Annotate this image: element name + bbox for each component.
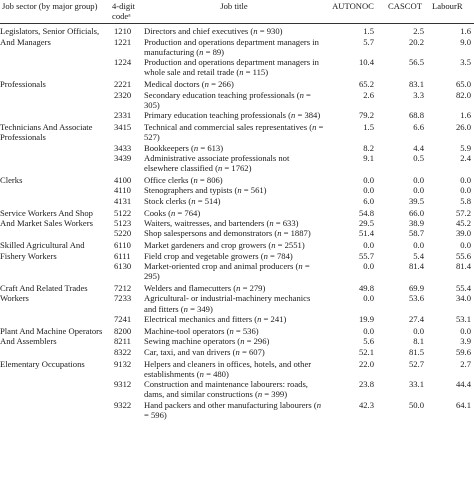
cascot-cell: 4.4 [413, 142, 424, 153]
labourr-cell: 55.6 [455, 250, 471, 261]
table-row [0, 238, 474, 250]
cascot-cell: 83.1 [408, 79, 424, 90]
code-cell: 9312 [114, 379, 132, 390]
job-title-cell: Field crop and vegetable growers (n = 784) [144, 250, 293, 261]
job-title-cell: Secondary education teaching professionals (n = 305) [144, 89, 311, 110]
labourr-cell: 0.0 [460, 326, 471, 337]
job-title-cell: Production and operations department managers in whole sale and retail trade (n = 115) [144, 57, 319, 78]
cascot-cell: 39.5 [408, 195, 424, 206]
labourr-cell: 1.6 [460, 26, 471, 37]
autonoc-cell: 29.5 [358, 218, 374, 229]
job-title-cell: Construction and maintenance labourers: roads, dams, and similar constructions (n = 399) [144, 379, 308, 400]
table-header-row [0, 0, 474, 24]
code-cell: 6111 [114, 250, 131, 261]
autonoc-cell: 9.1 [363, 152, 374, 163]
labourr-cell: 65.0 [455, 79, 471, 90]
code-cell: 3439 [114, 152, 132, 163]
autonoc-cell: 6.0 [363, 195, 374, 206]
labourr-cell: 5.8 [460, 195, 471, 206]
header-labourr: LabourR [432, 1, 463, 11]
autonoc-cell: 54.8 [358, 207, 374, 218]
table-row [0, 77, 474, 89]
job-title-cell: Medical doctors (n = 266) [144, 79, 234, 90]
labourr-cell: 64.1 [455, 399, 471, 410]
labourr-cell: 3.9 [460, 336, 471, 347]
header-code: 4-digit codeᵃ [112, 1, 135, 22]
code-cell: 8211 [114, 336, 131, 347]
autonoc-cell: 49.8 [358, 283, 374, 294]
code-cell: 1210 [114, 26, 132, 37]
job-title-cell: Agricultural- or industrial-machinery mechanics and fitters (n = 349) [144, 293, 311, 314]
cascot-cell: 0.0 [413, 326, 424, 337]
sector-cell: Elementary Occupations [0, 358, 85, 369]
autonoc-cell: 42.3 [358, 399, 374, 410]
labourr-cell: 2.7 [460, 358, 471, 369]
cascot-cell: 66.0 [408, 207, 424, 218]
header-autonoc: AUTONOC [332, 1, 374, 11]
cascot-cell: 38.9 [408, 218, 424, 229]
autonoc-cell: 0.0 [363, 175, 374, 186]
labourr-cell: 5.9 [460, 142, 471, 153]
labourr-cell: 3.5 [460, 57, 471, 68]
code-cell: 2320 [114, 89, 132, 100]
sector-cell: Plant And Machine Operators And Assemblers [0, 326, 103, 347]
autonoc-cell: 5.7 [363, 36, 374, 47]
table-row [0, 357, 474, 379]
cascot-cell: 56.5 [408, 57, 424, 68]
code-cell: 2331 [114, 110, 132, 121]
labourr-cell: 59.6 [455, 346, 471, 357]
cascot-cell: 2.5 [413, 26, 424, 37]
autonoc-cell: 1.5 [363, 26, 374, 37]
sector-cell: Skilled Agricultural And Fishery Workers [0, 240, 85, 261]
code-cell: 6130 [114, 260, 132, 271]
labourr-cell: 39.0 [455, 228, 471, 239]
autonoc-cell: 8.2 [363, 142, 374, 153]
autonoc-cell: 0.0 [363, 260, 374, 271]
table-row [0, 173, 474, 185]
cascot-cell: 58.7 [408, 228, 424, 239]
job-title-cell: Primary education teaching professionals (n = 384) [144, 110, 321, 121]
job-title-cell: Machine-tool operators (n = 536) [144, 326, 259, 337]
job-title-cell: Office clerks (n = 806) [144, 175, 223, 186]
job-title-cell: Helpers and cleaners in offices, hotels, and other establishments (n = 480) [144, 358, 312, 379]
labourr-cell: 34.0 [455, 293, 471, 304]
job-title-cell: Production and operations department managers in manufacturing (n = 89) [144, 36, 319, 57]
code-cell: 9322 [114, 399, 132, 410]
job-title-cell: Administrative associate professionals not elsewhere classified (n = 1762) [144, 152, 290, 174]
labourr-cell: 2.4 [460, 152, 471, 163]
code-cell: 4110 [114, 185, 131, 196]
autonoc-cell: 2.6 [363, 89, 374, 100]
header-sector: Job sector (by major group) [2, 1, 98, 11]
code-cell: 3433 [114, 142, 132, 153]
cascot-cell: 50.0 [408, 399, 424, 410]
autonoc-cell: 79.2 [358, 110, 374, 121]
autonoc-cell: 65.2 [358, 79, 374, 90]
cascot-cell: 81.5 [408, 346, 424, 357]
cascot-cell: 0.0 [413, 175, 424, 186]
labourr-cell: 57.2 [455, 207, 471, 218]
autonoc-cell: 1.5 [363, 122, 374, 133]
job-title-cell: Welders and flamecutters (n = 279) [144, 283, 266, 294]
code-cell: 8200 [114, 326, 132, 337]
job-title-cell: Car, taxi, and van drivers (n = 607) [144, 346, 265, 357]
labourr-cell: 81.4 [455, 260, 471, 271]
labourr-cell: 1.6 [460, 110, 471, 121]
cascot-cell: 53.6 [408, 293, 424, 304]
job-title-cell: Technical and commercial sales representatives (n = 527) [144, 122, 324, 143]
autonoc-cell: 0.0 [363, 185, 374, 196]
autonoc-cell: 55.7 [358, 250, 374, 261]
table-row [0, 206, 474, 218]
autonoc-cell: 5.6 [363, 336, 374, 347]
autonoc-cell: 19.9 [358, 313, 374, 324]
cascot-cell: 33.1 [408, 379, 424, 390]
cascot-cell: 0.0 [413, 185, 424, 196]
header-job-title: Job title [220, 1, 248, 11]
labourr-cell: 0.0 [460, 185, 471, 196]
cascot-cell: 81.4 [408, 260, 424, 271]
labourr-cell: 0.0 [460, 175, 471, 186]
code-cell: 3415 [114, 122, 132, 133]
code-cell: 8322 [114, 346, 132, 357]
job-title-cell: Market-oriented crop and animal producers (n = 295) [144, 260, 310, 282]
table-row [0, 24, 474, 37]
code-cell: 2221 [114, 79, 132, 90]
code-cell: 5122 [114, 207, 132, 218]
code-cell: 9132 [114, 358, 132, 369]
cascot-cell: 6.6 [413, 122, 424, 133]
job-title-cell: Cooks (n = 764) [144, 207, 201, 218]
job-title-cell: Shop salespersons and demonstrators (n = 1887) [144, 228, 311, 239]
code-cell: 5123 [114, 218, 132, 229]
job-title-cell: Stenographers and typists (n = 561) [144, 185, 267, 196]
header-cascot: CASCOT [388, 1, 422, 11]
code-cell: 1221 [114, 36, 132, 47]
autonoc-cell: 10.4 [358, 57, 374, 68]
labourr-cell: 55.4 [455, 283, 471, 294]
code-cell: 1224 [114, 57, 132, 68]
autonoc-cell: 23.8 [358, 379, 374, 390]
sector-cell: Craft And Related Trades Workers [0, 283, 88, 304]
code-cell: 4131 [114, 195, 132, 206]
cascot-cell: 27.4 [408, 313, 424, 324]
autonoc-cell: 0.0 [363, 240, 374, 251]
cascot-cell: 69.9 [408, 283, 424, 294]
cascot-cell: 20.2 [408, 36, 424, 47]
job-title-cell: Bookkeepers (n = 613) [144, 142, 224, 153]
autonoc-cell: 51.4 [358, 228, 374, 239]
table-row [0, 120, 474, 142]
job-title-cell: Electrical mechanics and fitters (n = 241) [144, 313, 287, 324]
labourr-cell: 82.0 [455, 89, 471, 100]
job-title-cell: Hand packers and other manufacturing labourers (n = 596) [144, 399, 322, 420]
code-cell: 6110 [114, 240, 131, 251]
sector-cell: Professionals [0, 79, 46, 90]
autonoc-cell: 52.1 [358, 346, 374, 357]
cascot-cell: 0.5 [413, 152, 424, 163]
cascot-cell: 3.3 [413, 89, 424, 100]
labourr-cell: 45.2 [455, 218, 471, 229]
sector-cell: Legislators, Senior Officials, And Managers [0, 26, 100, 47]
cascot-cell: 8.1 [413, 336, 424, 347]
sector-cell: Technicians And Associate Professionals [0, 122, 93, 143]
cascot-cell: 0.0 [413, 240, 424, 251]
table-row [0, 281, 474, 293]
cascot-cell: 52.7 [408, 358, 424, 369]
code-cell: 7233 [114, 293, 132, 304]
job-title-cell: Directors and chief executives (n = 930) [144, 26, 283, 37]
table-row [0, 324, 474, 336]
cascot-cell: 5.4 [413, 250, 424, 261]
code-cell: 4100 [114, 175, 132, 186]
labourr-cell: 53.1 [455, 313, 471, 324]
job-title-cell: Market gardeners and crop growers (n = 2551) [144, 240, 305, 251]
job-title-cell: Stock clerks (n = 514) [144, 195, 221, 206]
job-title-cell: Waiters, waitresses, and bartenders (n = 633) [144, 218, 299, 229]
cascot-cell: 68.8 [408, 110, 424, 121]
code-cell: 7212 [114, 283, 132, 294]
autonoc-cell: 0.0 [363, 326, 374, 337]
labourr-cell: 0.0 [460, 240, 471, 251]
autonoc-cell: 0.0 [363, 293, 374, 304]
labourr-cell: 44.4 [455, 379, 471, 390]
code-cell: 7241 [114, 313, 132, 324]
job-title-cell: Sewing machine operators (n = 296) [144, 336, 270, 347]
table-body [0, 24, 474, 420]
sector-cell: Service Workers And Shop And Market Sales Workers [0, 207, 93, 229]
autonoc-cell: 22.0 [358, 358, 374, 369]
code-cell: 5220 [114, 228, 132, 239]
labourr-cell: 9.0 [460, 36, 471, 47]
sector-cell: Clerks [0, 175, 23, 186]
labourr-cell: 26.0 [455, 122, 471, 133]
